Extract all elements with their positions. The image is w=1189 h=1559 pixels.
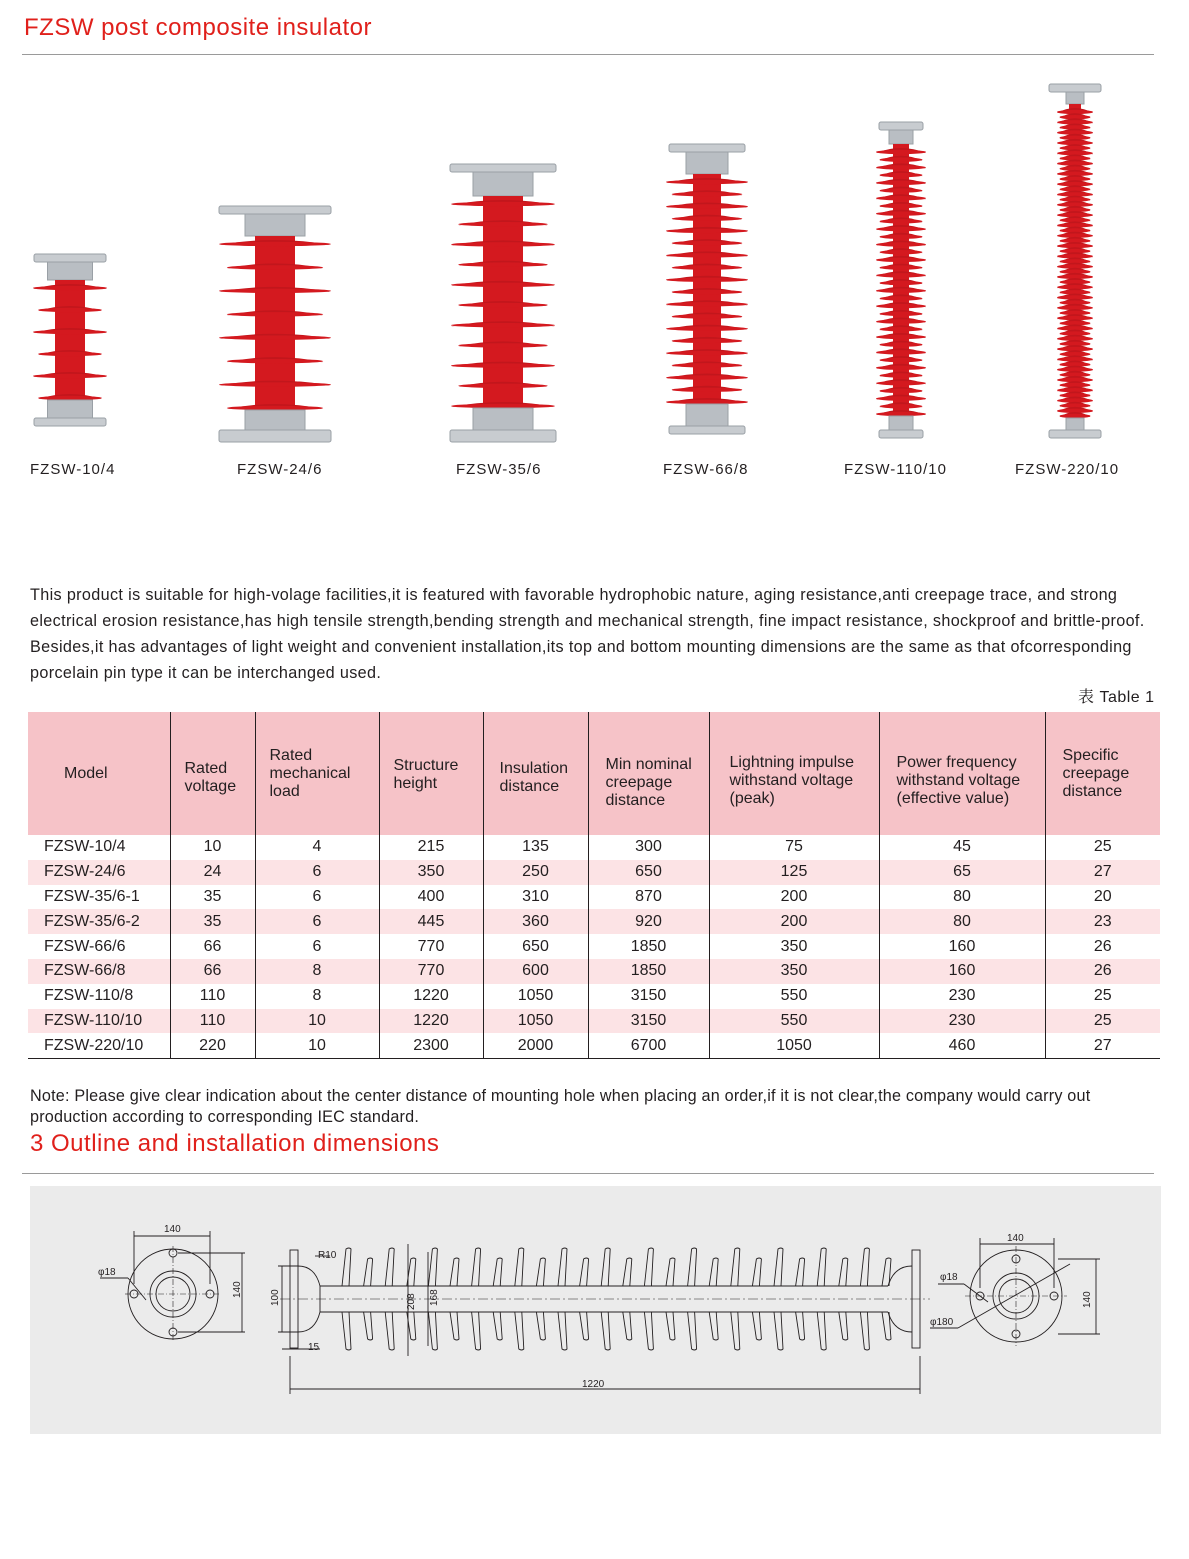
value-cell: 1220 — [379, 984, 483, 1009]
insulator-photo-fzsw-24-6 — [219, 206, 331, 442]
value-cell: 770 — [379, 934, 483, 959]
column-header: Rated mechanical load — [255, 712, 379, 835]
value-cell: 2000 — [483, 1033, 588, 1058]
value-cell: 350 — [709, 959, 879, 984]
value-cell: 6 — [255, 909, 379, 934]
value-cell: 350 — [709, 934, 879, 959]
value-cell: 8 — [255, 959, 379, 984]
insulator-photo-fzsw-35-6 — [450, 164, 556, 442]
value-cell: 1050 — [709, 1033, 879, 1058]
table-row — [28, 984, 1160, 1009]
value-cell: 25 — [1045, 1009, 1160, 1034]
value-cell: 6 — [255, 934, 379, 959]
height-100-label: 100 — [270, 1289, 281, 1306]
value-cell: 200 — [709, 885, 879, 910]
value-cell: 10 — [255, 1033, 379, 1058]
product-photos — [0, 70, 1189, 450]
height-168-label: 168 — [429, 1289, 440, 1306]
value-cell: 75 — [709, 835, 879, 860]
model-cell: FZSW-66/6 — [44, 937, 126, 955]
value-cell: 300 — [588, 835, 709, 860]
model-cell: FZSW-35/6-1 — [44, 887, 140, 905]
value-cell: 3150 — [588, 1009, 709, 1034]
value-cell: 4 — [255, 835, 379, 860]
value-cell: 27 — [1045, 860, 1160, 885]
table-row — [28, 934, 1160, 959]
height-208-label: 208 — [406, 1293, 417, 1310]
value-cell: 3150 — [588, 984, 709, 1009]
value-cell: 26 — [1045, 934, 1160, 959]
table-row — [28, 1009, 1160, 1034]
value-cell: 1050 — [483, 984, 588, 1009]
column-header: Specific creepage distance — [1045, 712, 1160, 835]
product-caption-6: FZSW-220/10 — [1015, 461, 1120, 478]
value-cell: 770 — [379, 959, 483, 984]
thickness-label: 15 — [308, 1342, 320, 1353]
value-cell: 160 — [879, 959, 1045, 984]
value-cell: 66 — [170, 934, 255, 959]
product-caption-4: FZSW-66/8 — [663, 461, 749, 478]
right-flange-view — [930, 1238, 1100, 1346]
value-cell: 215 — [379, 835, 483, 860]
column-header: Min nominal creepage distance — [588, 712, 709, 835]
model-cell: FZSW-66/8 — [28, 959, 170, 984]
product-caption-5: FZSW-110/10 — [844, 461, 947, 478]
column-header: Insulation distance — [483, 712, 588, 835]
outline-drawing — [30, 1186, 1161, 1434]
value-cell: 26 — [1045, 959, 1160, 984]
right-flange-width-label: 140 — [1007, 1233, 1024, 1244]
table-row — [28, 1033, 1160, 1058]
value-cell: 1220 — [379, 1009, 483, 1034]
left-flange-view — [100, 1231, 245, 1342]
value-cell: 35 — [170, 885, 255, 910]
column-header: Lightning impulse withstand voltage (peak) — [709, 712, 879, 835]
model-cell: FZSW-110/8 — [44, 987, 134, 1005]
value-cell: 310 — [483, 885, 588, 910]
left-flange-hole-label: φ18 — [98, 1267, 116, 1278]
value-cell: 80 — [879, 885, 1045, 910]
left-flange-width-label: 140 — [164, 1224, 181, 1235]
value-cell: 6700 — [588, 1033, 709, 1058]
value-cell: 650 — [483, 934, 588, 959]
value-cell: 250 — [483, 860, 588, 885]
value-cell: 135 — [483, 835, 588, 860]
title-divider — [22, 54, 1154, 55]
product-caption-3: FZSW-35/6 — [456, 461, 542, 478]
page-title: FZSW post composite insulator — [24, 14, 372, 41]
product-description: This product is suitable for high-volage facilities,it is featured with favorable hydrophobic nature, aging resistance,anti creepage trace, and strong electrical erosion resistance,has high tensile strength,bending strength and mechanical strength, fine impact resistance, shockproof and brittle-proof. Besides,it has advantages of light weight and convenient installation,its top and bottom mounting dimensions are the same as that ofcorresponding porcelain pin type it can be interchanged used. — [30, 586, 1145, 682]
value-cell: 24 — [170, 860, 255, 885]
value-cell: 1850 — [588, 959, 709, 984]
insulator-photo-fzsw-220-10 — [1049, 84, 1101, 438]
value-cell: 27 — [1045, 1033, 1160, 1058]
value-cell: 65 — [879, 860, 1045, 885]
value-cell: 110 — [170, 1009, 255, 1034]
value-cell: 360 — [483, 909, 588, 934]
product-caption-2: FZSW-24/6 — [237, 461, 323, 478]
value-cell: 66 — [170, 959, 255, 984]
value-cell: 23 — [1045, 909, 1160, 934]
spec-table — [28, 712, 1160, 1059]
value-cell: 80 — [879, 909, 1045, 934]
value-cell: 160 — [879, 934, 1045, 959]
value-cell: 550 — [709, 984, 879, 1009]
length-label: 1220 — [582, 1379, 605, 1390]
value-cell: 35 — [170, 909, 255, 934]
model-cell: FZSW-10/4 — [44, 838, 126, 856]
right-flange-hole-label: φ18 — [940, 1272, 958, 1283]
value-cell: 20 — [1045, 885, 1160, 910]
order-note: Note: Please give clear indication about the center distance of mounting hole when placing an order,if it is not clear,the company would carry out production according to corresponding IEC standard. — [30, 1087, 1091, 1126]
value-cell: 1050 — [483, 1009, 588, 1034]
value-cell: 6 — [255, 885, 379, 910]
value-cell: 220 — [170, 1033, 255, 1058]
value-cell: 6 — [255, 860, 379, 885]
model-cell: FZSW-220/10 — [28, 1033, 170, 1058]
value-cell: 920 — [588, 909, 709, 934]
model-cell: FZSW-110/10 — [28, 1009, 170, 1034]
value-cell: 230 — [879, 1009, 1045, 1034]
value-cell: 125 — [709, 860, 879, 885]
value-cell: 550 — [709, 1009, 879, 1034]
value-cell: 445 — [379, 909, 483, 934]
value-cell: 2300 — [379, 1033, 483, 1058]
value-cell: 400 — [379, 885, 483, 910]
right-flange-diameter-label: φ180 — [930, 1317, 954, 1328]
value-cell: 25 — [1045, 984, 1160, 1009]
value-cell: 200 — [709, 909, 879, 934]
table-row — [28, 835, 1160, 860]
column-header: Structure height — [379, 712, 483, 835]
table-label: 表 Table 1 — [1078, 689, 1155, 706]
value-cell: 230 — [879, 984, 1045, 1009]
value-cell: 600 — [483, 959, 588, 984]
model-cell: FZSW-24/6 — [28, 860, 170, 885]
insulator-photo-fzsw-10-4 — [33, 254, 107, 426]
value-cell: 45 — [879, 835, 1045, 860]
insulator-elevation-view — [278, 1244, 930, 1394]
section-heading: 3 Outline and installation dimensions — [30, 1130, 440, 1157]
table-row — [28, 860, 1160, 885]
product-caption-1: FZSW-10/4 — [30, 461, 116, 478]
column-header: Power frequency withstand voltage (effective value) — [879, 712, 1045, 835]
table-row — [28, 959, 1160, 984]
column-header: Model — [28, 712, 170, 835]
value-cell: 10 — [255, 1009, 379, 1034]
left-flange-height-label: 140 — [232, 1281, 243, 1298]
value-cell: 460 — [879, 1033, 1045, 1058]
value-cell: 110 — [170, 984, 255, 1009]
insulator-photo-fzsw-110-10 — [876, 122, 926, 438]
value-cell: 1850 — [588, 934, 709, 959]
insulator-photo-fzsw-66-8 — [666, 144, 748, 434]
radius-label: R10 — [318, 1250, 337, 1261]
section-divider — [22, 1173, 1154, 1174]
value-cell: 350 — [379, 860, 483, 885]
value-cell: 10 — [170, 835, 255, 860]
right-flange-height-label: 140 — [1082, 1291, 1093, 1308]
value-cell: 650 — [588, 860, 709, 885]
table-header-row — [28, 712, 1160, 835]
model-cell: FZSW-35/6-2 — [28, 909, 170, 934]
column-header: Rated voltage — [170, 712, 255, 835]
value-cell: 870 — [588, 885, 709, 910]
table-row — [28, 885, 1160, 910]
value-cell: 8 — [255, 984, 379, 1009]
table-row — [28, 909, 1160, 934]
value-cell: 25 — [1045, 835, 1160, 860]
